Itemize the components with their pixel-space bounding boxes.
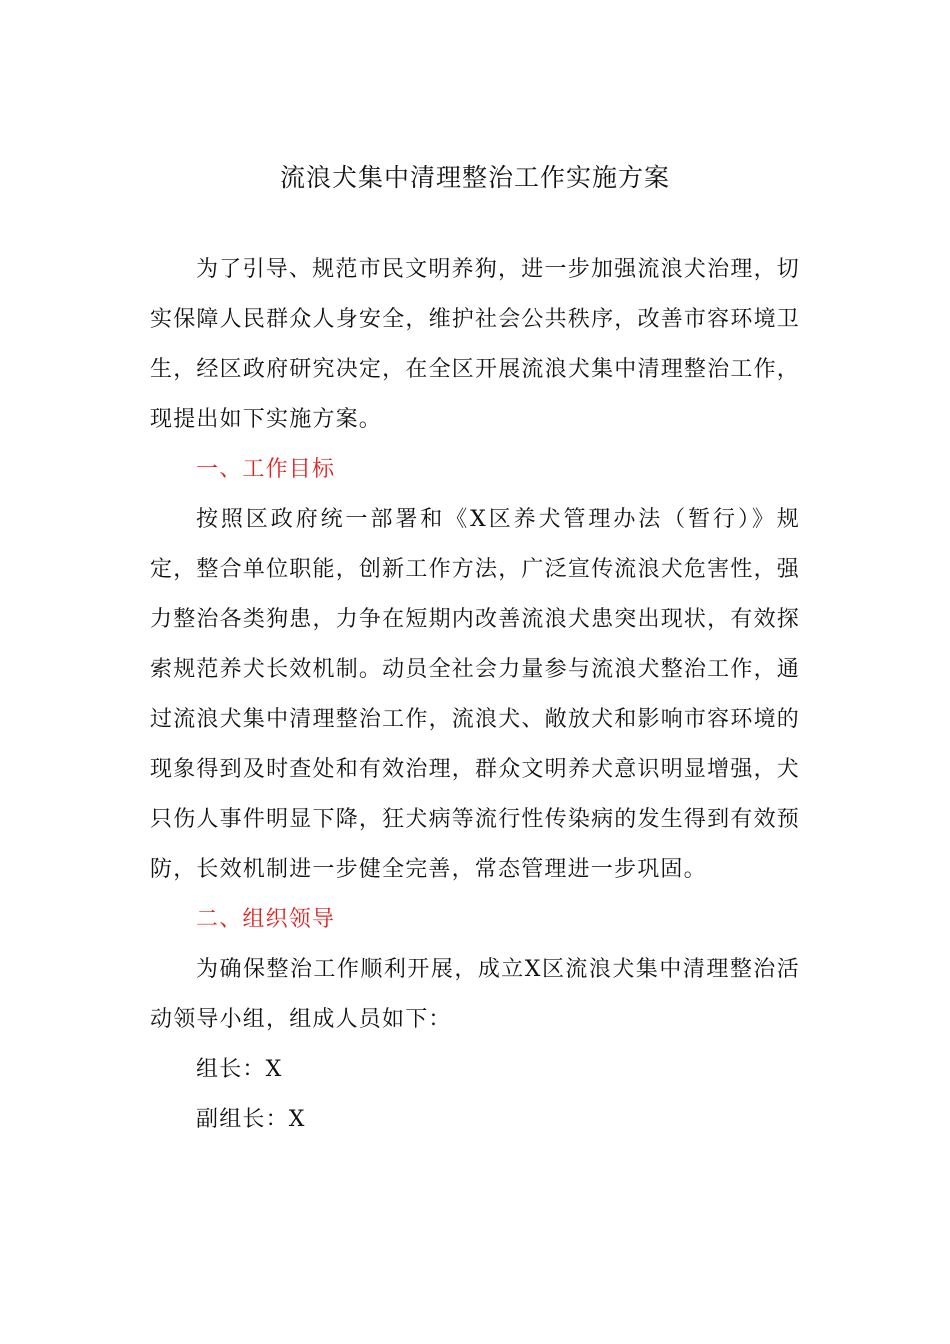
leadership-paragraph: 为确保整治工作顺利开展，成立X区流浪犬集中清理整治活动领导小组，组成人员如下： — [150, 957, 800, 1032]
member-leader: 组长：X — [196, 1057, 283, 1082]
document-body — [150, 245, 800, 1145]
intro-paragraph: 为了引导、规范市民文明养狗，进一步加强流浪犬治理，切实保障人民群众人身安全，维护社会公共秩序，改善市容环境卫生，经区政府研究决定，在全区开展流浪犬集中清理整治工作，现提出如下实施方案。 — [150, 257, 800, 432]
section-heading-leadership: 二、组织领导 — [196, 907, 336, 932]
document-title: 流浪犬集中清理整治工作实施方案 — [279, 163, 670, 192]
member-deputy-leader: 副组长：X — [196, 1107, 306, 1132]
goals-paragraph: 按照区政府统一部署和《X区养犬管理办法（暂行）》规定，整合单位职能，创新工作方法，广泛宣传流浪犬危害性，强力整治各类狗患，力争在短期内改善流浪犬患突出现状，有效探索规范养犬长效机制。动员全社会力量参与流浪犬整治工作，通过流浪犬集中清理整治工作，流浪犬、敞放犬和影响市容环境的现象得到及时查处和有效治理，群众文明养犬意识明显增强，犬只伤人事件明显下降，狂犬病等流行性传染病的发生得到有效预防，长效机制进一步健全完善，常态管理进一步巩固。 — [150, 507, 800, 882]
section-heading-goals: 一、工作目标 — [196, 457, 336, 482]
